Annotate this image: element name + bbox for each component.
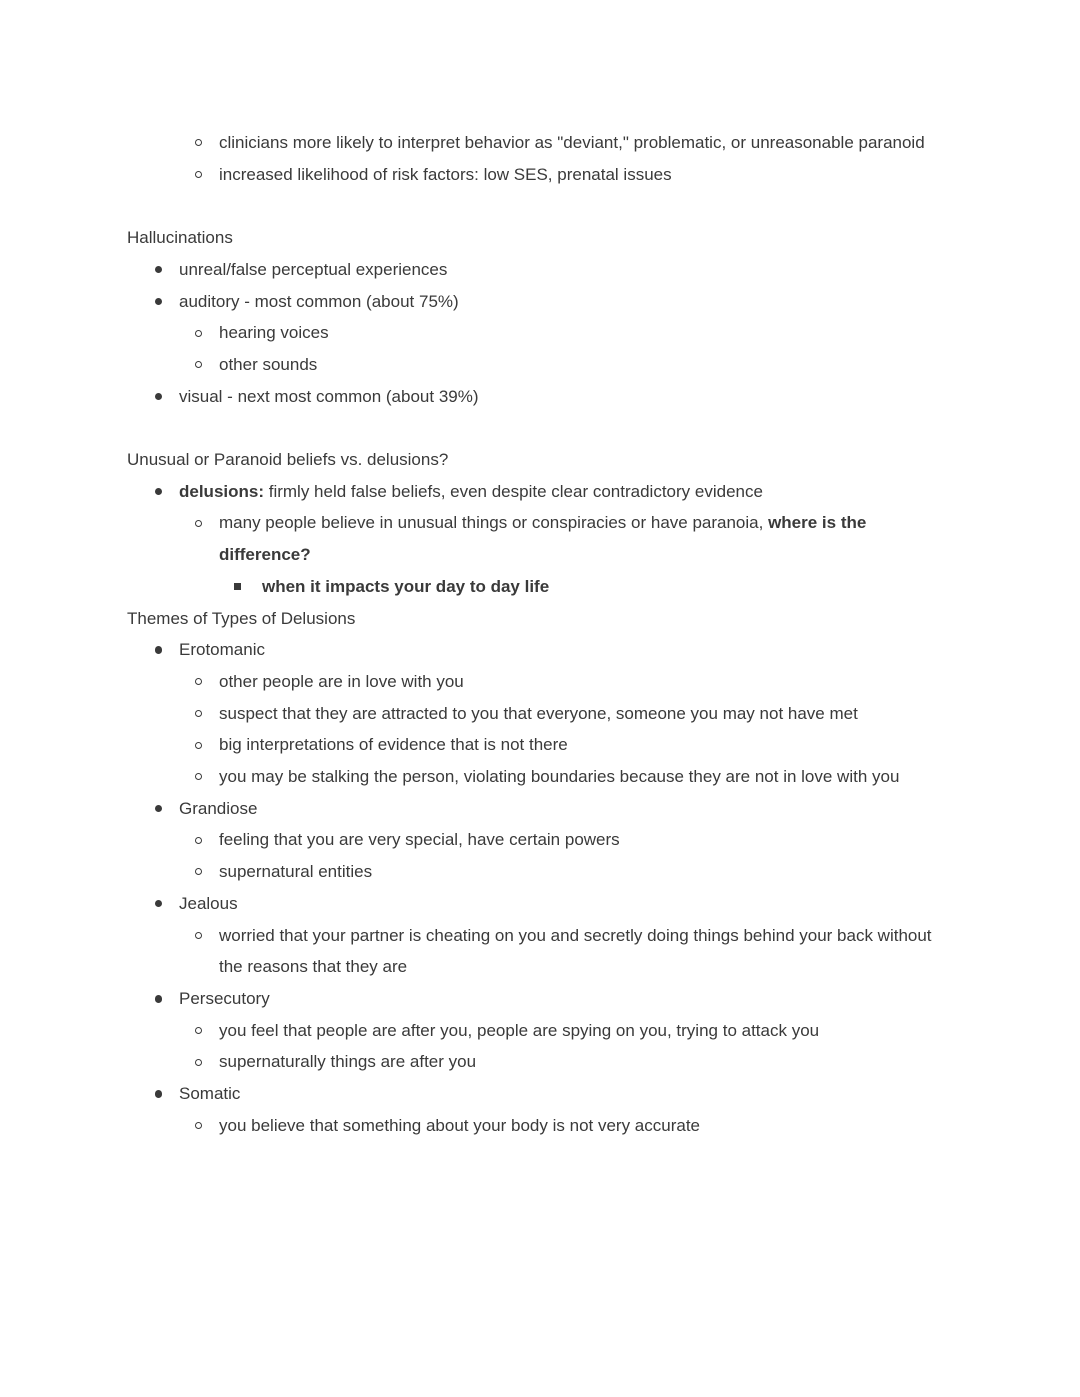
list-item-text xyxy=(179,254,942,286)
text-segment: supernaturally things are after you xyxy=(219,1052,477,1072)
list-item xyxy=(127,127,942,159)
text-segment: unreal/false perceptual experiences xyxy=(179,259,448,279)
list-item xyxy=(127,476,942,508)
list-item xyxy=(127,729,942,761)
list-item-text xyxy=(219,729,942,761)
bullet-disc-icon xyxy=(155,298,163,306)
list-item xyxy=(127,1046,942,1078)
list-item xyxy=(127,381,942,413)
list-item-text xyxy=(219,824,942,856)
text-segment: Themes of Types of Delusions xyxy=(127,608,356,628)
bullet-circle-icon xyxy=(195,868,202,875)
text-segment: where is the difference? xyxy=(219,513,867,565)
list-item-text xyxy=(179,888,942,920)
list-item-text xyxy=(219,856,942,888)
bullet-circle-icon xyxy=(195,330,202,337)
text-segment: firmly held false beliefs, even despite clear contradictory evidence xyxy=(264,481,763,501)
bullet-circle-icon xyxy=(195,1122,202,1129)
bullet-disc-icon xyxy=(155,266,163,274)
text-segment: other people are in love with you xyxy=(219,671,464,691)
list-item xyxy=(127,698,942,730)
list-item xyxy=(127,666,942,698)
bullet-circle-icon xyxy=(195,1027,202,1034)
text-segment: when it impacts your day to day life xyxy=(262,576,550,596)
list-item-text xyxy=(219,698,942,730)
list-item-text xyxy=(179,634,942,666)
text-segment: suspect that they are attracted to you that everyone, someone you may not have met xyxy=(219,703,858,723)
text-segment: Persecutory xyxy=(179,988,270,1008)
bullet-disc-icon xyxy=(155,995,163,1003)
list-item-text xyxy=(179,793,942,825)
list-item xyxy=(127,507,942,570)
bullet-circle-icon xyxy=(195,361,202,368)
bullet-circle-icon xyxy=(195,139,202,146)
list-item-text xyxy=(219,1015,942,1047)
text-segment: increased likelihood of risk factors: low SES, prenatal issues xyxy=(219,164,672,184)
list-item xyxy=(127,286,942,318)
text-segment: delusions: xyxy=(179,481,265,501)
text-segment: supernatural entities xyxy=(219,862,373,882)
paragraph xyxy=(127,603,942,635)
text-segment: big interpretations of evidence that is not there xyxy=(219,735,568,755)
paragraph xyxy=(127,444,942,476)
list-item xyxy=(127,856,942,888)
text-segment: you feel that people are after you, people are spying on you, trying to attack you xyxy=(219,1020,820,1040)
list-item-text xyxy=(219,127,942,159)
list-item-text xyxy=(219,507,942,570)
list-item-text xyxy=(219,349,942,381)
list-item-text xyxy=(219,159,942,191)
bullet-disc-icon xyxy=(155,488,163,496)
list-item xyxy=(127,1110,942,1142)
list-item xyxy=(127,888,942,920)
blank-line xyxy=(127,412,942,444)
bullet-circle-icon xyxy=(195,837,202,844)
text-segment: Hallucinations xyxy=(127,228,233,248)
list-item xyxy=(127,824,942,856)
bullet-circle-icon xyxy=(195,520,202,527)
bullet-circle-icon xyxy=(195,773,202,780)
list-item-text xyxy=(179,983,942,1015)
text-segment: Somatic xyxy=(179,1084,241,1104)
list-item-text xyxy=(219,666,942,698)
list-item xyxy=(127,254,942,286)
text-segment: you may be stalking the person, violating boundaries because they are not in love with you xyxy=(219,767,900,787)
list-item xyxy=(127,1078,942,1110)
text-segment: Unusual or Paranoid beliefs vs. delusions? xyxy=(127,450,449,469)
bullet-disc-icon xyxy=(155,393,163,401)
bullet-circle-icon xyxy=(195,710,202,717)
text-segment: feeling that you are very special, have certain powers xyxy=(219,830,620,850)
list-item xyxy=(127,761,942,793)
list-item-text xyxy=(219,920,942,983)
list-item-text xyxy=(219,317,942,349)
list-item-text xyxy=(219,1046,942,1078)
bullet-circle-icon xyxy=(195,678,202,685)
text-segment: other sounds xyxy=(219,354,318,374)
text-segment: hearing voices xyxy=(219,323,329,343)
list-item-text xyxy=(262,571,942,603)
list-item-text xyxy=(179,286,942,318)
list-item xyxy=(127,1015,942,1047)
bullet-square-icon xyxy=(234,583,241,590)
bullet-circle-icon xyxy=(195,742,202,749)
list-item xyxy=(127,349,942,381)
bullet-circle-icon xyxy=(195,1059,202,1066)
text-segment: Erotomanic xyxy=(179,640,265,660)
list-item xyxy=(127,983,942,1015)
list-item-text xyxy=(179,1078,942,1110)
bullet-disc-icon xyxy=(155,1090,163,1098)
blank-line xyxy=(127,190,942,222)
text-segment: Jealous xyxy=(179,893,238,913)
list-item-text xyxy=(179,476,942,508)
text-segment: you believe that something about your body is not very accurate xyxy=(219,1115,701,1135)
text-segment: clinicians more likely to interpret behavior as "deviant," problematic, or unreasonable paranoid xyxy=(219,133,925,152)
list-item-text xyxy=(179,381,942,413)
bullet-disc-icon xyxy=(155,646,163,654)
bullet-circle-icon xyxy=(195,171,202,178)
text-segment: Grandiose xyxy=(179,798,258,818)
list-item xyxy=(127,793,942,825)
list-item-text xyxy=(219,761,942,793)
text-segment: visual - next most common (about 39%) xyxy=(179,386,479,406)
list-item-text xyxy=(219,1110,942,1142)
text-segment: auditory - most common (about 75%) xyxy=(179,291,459,311)
paragraph xyxy=(127,222,942,254)
bullet-disc-icon xyxy=(155,805,163,813)
bullet-circle-icon xyxy=(195,932,202,939)
text-segment: worried that your partner is cheating on you and secretly doing things behind your back without the reasons that they are xyxy=(219,925,932,977)
list-item xyxy=(127,317,942,349)
bullet-disc-icon xyxy=(155,900,163,908)
list-item xyxy=(127,920,942,983)
list-item xyxy=(127,634,942,666)
text-segment: many people believe in unusual things or conspiracies or have paranoia, xyxy=(219,513,769,533)
list-item xyxy=(127,571,942,603)
list-item xyxy=(127,159,942,191)
